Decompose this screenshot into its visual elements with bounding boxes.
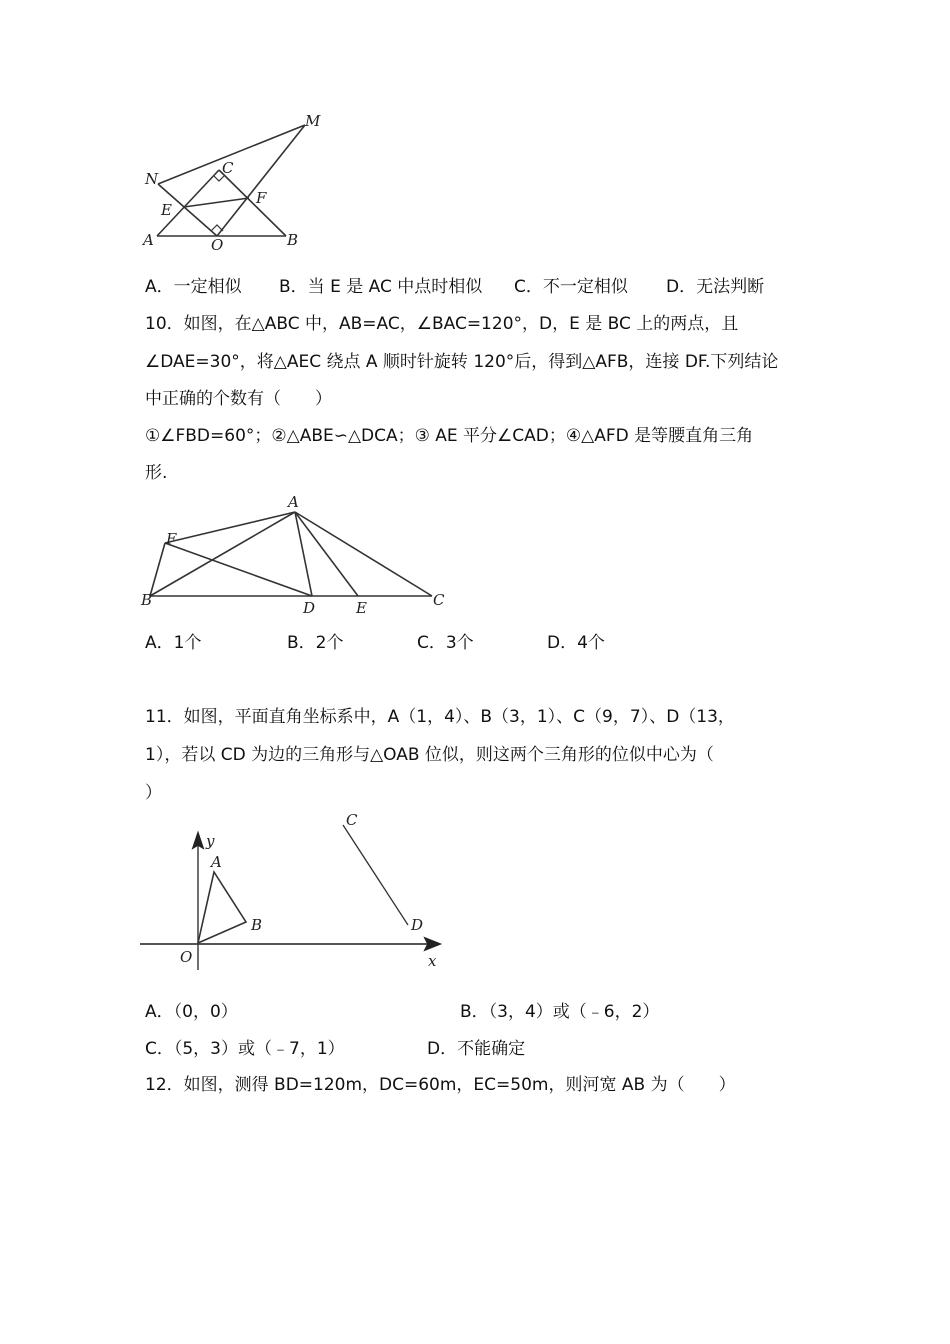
q11-option-c: C．（5，3）或（﹣7，1） <box>145 1039 345 1059</box>
q10-figure <box>140 493 445 617</box>
label-F: F <box>166 530 177 548</box>
label-B: B <box>251 916 263 934</box>
label-A: A <box>211 853 222 871</box>
label-B: B <box>141 591 153 609</box>
q11-line-2: 1），若以 CD 为边的三角形与△OAB 位似，则这两个三角形的位似中心为（ <box>145 745 714 765</box>
label-C: C <box>346 811 358 829</box>
q11-line-1: 11．如图，平面直角坐标系中，A（1，4）、B（3，1）、C（9，7）、D（13， <box>145 707 735 727</box>
label-D: D <box>411 916 424 934</box>
q9-option-b: B．当 E 是 AC 中点时相似 <box>279 277 483 297</box>
label-N: N <box>145 170 159 188</box>
label-x: x <box>428 952 437 970</box>
q9-option-d: D．无法判断 <box>666 277 765 297</box>
label-C: C <box>222 159 234 177</box>
q11-option-d: D．不能确定 <box>427 1039 526 1059</box>
label-M: M <box>305 112 321 130</box>
q11-option-a: A．（0，0） <box>145 1002 238 1022</box>
label-y: y <box>206 832 215 850</box>
q10-option-b: B．2个 <box>287 633 344 653</box>
q10-line-3: 中正确的个数有（ ） <box>145 389 332 409</box>
label-O: O <box>211 236 224 254</box>
label-E: E <box>161 201 172 219</box>
q10-option-c: C．3个 <box>417 633 474 653</box>
label-C: C <box>433 591 445 609</box>
q10-line-5: 形. <box>145 463 168 483</box>
q9-option-c: C．不一定相似 <box>514 277 628 297</box>
q10-option-a: A．1个 <box>145 633 202 653</box>
label-A: A <box>143 231 154 249</box>
q10-option-d: D．4个 <box>547 633 605 653</box>
label-E: E <box>356 599 367 617</box>
q11-option-b: B．（3，4）或（﹣6，2） <box>460 1002 660 1022</box>
q9-option-a: A．一定相似 <box>145 277 242 297</box>
label-F: F <box>256 189 267 207</box>
label-O: O <box>180 948 193 966</box>
label-B: B <box>287 231 299 249</box>
q11-figure <box>140 811 440 970</box>
q12-line-1: 12．如图，测得 BD=120m，DC=60m，EC=50m，则河宽 AB 为（ ） <box>145 1075 736 1095</box>
label-A: A <box>288 493 299 511</box>
q10-line-2: ∠DAE=30°，将△AEC 绕点 A 顺时针旋转 120°后，得到△AFB，连接 DF.下列结论 <box>145 352 779 372</box>
q11-line-3: ） <box>145 783 162 803</box>
q9-figure <box>141 112 321 254</box>
q10-line-1: 10．如图，在△ABC 中，AB=AC，∠BAC=120°，D，E 是 BC 上的两点，且 <box>145 314 739 334</box>
label-D: D <box>303 599 316 617</box>
q10-line-4: ①∠FBD=60°；②△ABE∽△DCA；③ AE 平分∠CAD；④△AFD 是等腰直角三角 <box>145 426 754 446</box>
